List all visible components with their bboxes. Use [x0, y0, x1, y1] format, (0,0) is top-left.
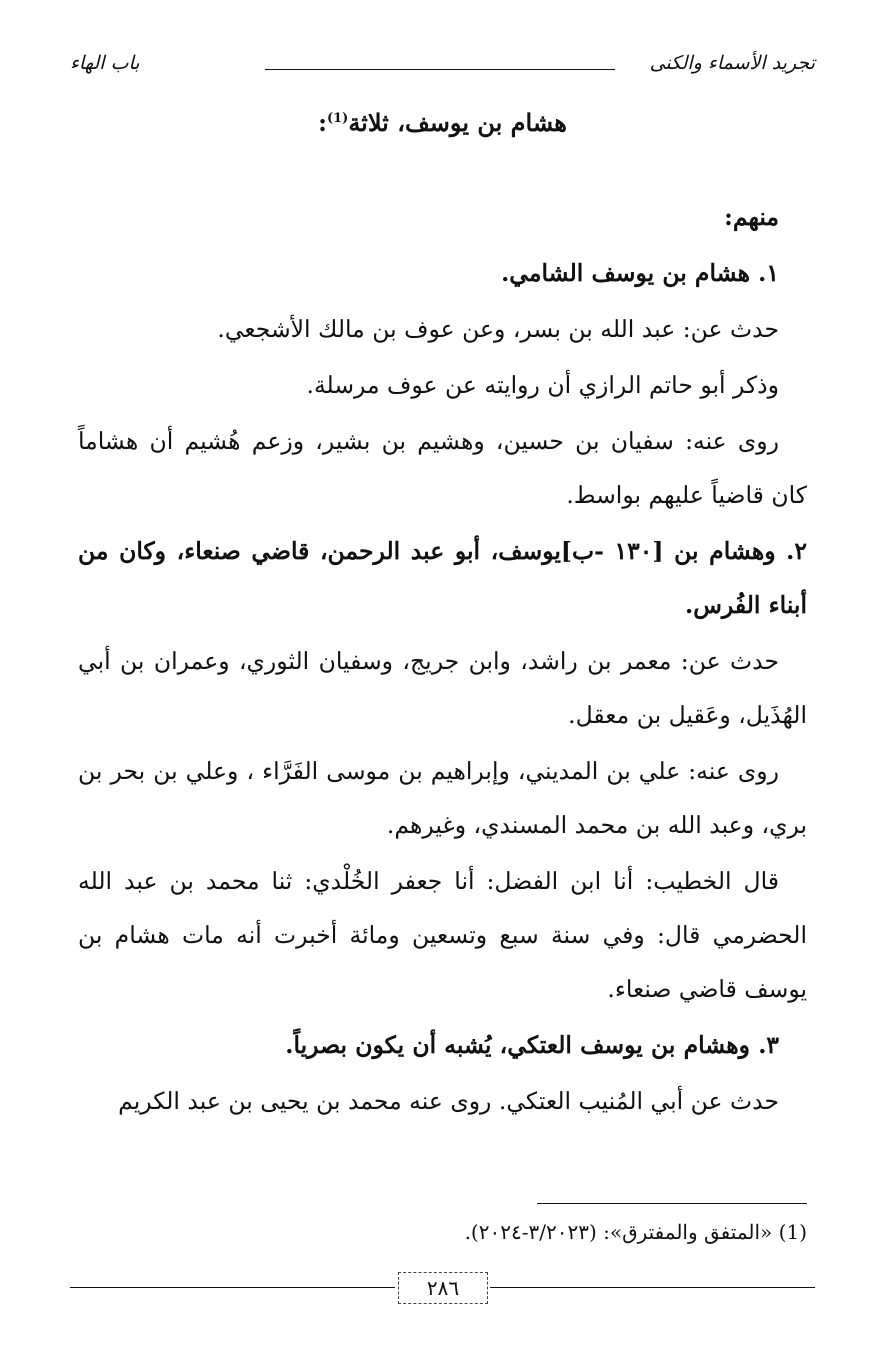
header-book-title: تجريد الأسماء والكنى: [649, 52, 815, 74]
paragraph-narrators-2: روى عنه: علي بن المديني، وإبراهيم بن موسى الفَرَّاء ، وعلي بن بحر بن بري، وعبد الله بن محمد المسندي، وغيرهم.: [78, 757, 807, 839]
footer-rule-right: [490, 1287, 815, 1288]
entry-title: [0, 108, 885, 137]
paragraph-khatib-quote: قال الخطيب: أنا ابن الفضل: أنا جعفر الخُلْدي: ثنا محمد بن عبد الله الحضرمي قال: وفي سنة سبع وتسعين ومائة أخبرت أنه مات هشام بن يوسف قاضي صنعاء.: [78, 867, 807, 1003]
intro-line: منهم:: [724, 203, 779, 231]
page-number: ٢٨٦: [398, 1272, 488, 1304]
paragraph-narrators-1: روى عنه: سفيان بن حسين، وهشيم بن بشير، وزعم هُشيم أن هشاماً كان قاضياً عليهم بواسط.: [78, 427, 807, 509]
footnote-marker: (1): [326, 111, 349, 126]
header-rule: [265, 69, 615, 70]
footer-rule-left: [70, 1287, 395, 1288]
entry-title-text: هشام بن يوسف، ثلاثة: [348, 108, 567, 137]
paragraph-narrated-from-3: حدث عن أبي المُنيب العتكي. روى عنه محمد بن يحيى بن عبد الكريم: [118, 1087, 779, 1115]
paragraph-narrated-from-1: حدث عن: عبد الله بن بسر، وعن عوف بن مالك الأشجعي.: [217, 315, 779, 343]
paragraph-note-1: وذكر أبو حاتم الرازي أن روايته عن عوف مرسلة.: [306, 371, 779, 399]
footnote-rule: [537, 1203, 807, 1204]
paragraph-narrated-from-2: حدث عن: معمر بن راشد، وابن جريج، وسفيان الثوري، وعمران بن أبي الهُذَيل، وعَقيل بن معقل.: [78, 647, 807, 729]
footnote: (1) «المتفق والمفترق»: (٣/٢٠٢٣-٢٠٢٤).: [464, 1220, 807, 1244]
running-header: [70, 52, 815, 80]
person-heading-2: ٢. وهشام بن [١٣٠ -ب]يوسف، أبو عبد الرحمن، قاضي صنعاء، وكان من أبناء الفُرس.: [78, 537, 807, 619]
person-heading-3: ٣. وهشام بن يوسف العتكي، يُشبه أن يكون بصرياً.: [285, 1031, 779, 1059]
person-heading-1: ١. هشام بن يوسف الشامي.: [501, 259, 779, 287]
header-chapter: باب الهاء: [70, 52, 140, 74]
entry-title-colon: :: [318, 108, 327, 137]
body-text: [78, 190, 807, 1130]
